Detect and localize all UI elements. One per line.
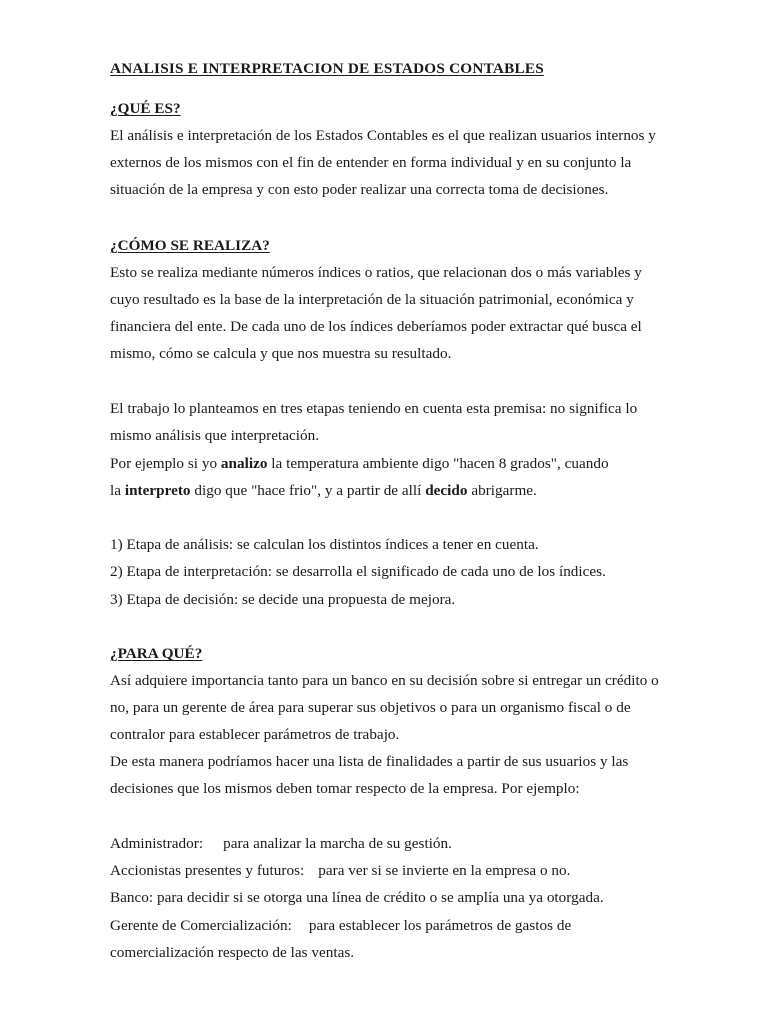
user-name: Accionistas presentes y futuros: bbox=[110, 862, 305, 879]
user-purpose: para establecer los parámetros de gastos de bbox=[308, 917, 572, 934]
user-item bbox=[110, 861, 570, 881]
paragraph-line: El trabajo lo planteamos en tres etapas teniendo en cuenta esta premisa: no significa lo bbox=[110, 400, 638, 417]
paragraph-line: externos de los mismos con el fin de entender en forma individual y en su conjunto la bbox=[110, 154, 632, 171]
paragraph-line: mismo, cómo se calcula y que nos muestra su resultado. bbox=[110, 345, 452, 362]
text-run: Por ejemplo si yo bbox=[110, 455, 221, 472]
heading-para-que: ¿PARA QUÉ? bbox=[110, 645, 203, 662]
bold-word-analizo: analizo bbox=[220, 455, 268, 472]
paragraph-line: decisiones que los mismos deben tomar respecto de la empresa. Por ejemplo: bbox=[110, 780, 580, 797]
user-name: Administrador: bbox=[110, 835, 204, 852]
paragraph-line: contralor para establecer parámetros de trabajo. bbox=[110, 726, 400, 743]
text-run: la temperatura ambiente digo "hacen 8 grados", cuando bbox=[267, 455, 609, 472]
user-purpose: para ver si se invierte en la empresa o no. bbox=[318, 862, 571, 879]
paragraph-line: mismo análisis que interpretación. bbox=[110, 427, 320, 444]
user-item bbox=[110, 888, 604, 908]
bold-word-interpreto: interpreto bbox=[124, 482, 191, 499]
paragraph-line: cuyo resultado es la base de la interpretación de la situación patrimonial, económica y bbox=[110, 291, 634, 308]
heading-que-es: ¿QUÉ ES? bbox=[110, 100, 181, 117]
paragraph-line: comercialización respecto de las ventas. bbox=[110, 944, 355, 961]
user-purpose: para analizar la marcha de su gestión. bbox=[223, 835, 452, 852]
paragraph-line: situación de la empresa y con esto poder realizar una correcta toma de decisiones. bbox=[110, 181, 609, 198]
user-item bbox=[110, 916, 571, 936]
paragraph-line: financiera del ente. De cada uno de los índices deberíamos poder extractar qué busca el bbox=[110, 318, 642, 335]
example-line-1 bbox=[110, 454, 609, 474]
text-run: digo que "hace frio", y a partir de allí bbox=[190, 482, 426, 499]
step-item: 1) Etapa de análisis: se calculan los distintos índices a tener en cuenta. bbox=[110, 536, 539, 553]
example-line-2 bbox=[110, 481, 537, 501]
paragraph-line: De esta manera podríamos hacer una lista de finalidades a partir de sus usuarios y las bbox=[110, 753, 629, 770]
user-name: Banco: para decidir si se otorga una línea de crédito o se amplía una ya otorgada. bbox=[110, 889, 604, 906]
user-item bbox=[110, 834, 452, 854]
bold-word-decido: decido bbox=[425, 482, 468, 499]
text-run: abrigarme. bbox=[467, 482, 537, 499]
text-run: la bbox=[110, 482, 125, 499]
paragraph-line: El análisis e interpretación de los Estados Contables es el que realizan usuarios internos y bbox=[110, 127, 656, 144]
paragraph-line: Así adquiere importancia tanto para un banco en su decisión sobre si entregar un crédito o bbox=[110, 672, 659, 689]
step-item: 3) Etapa de decisión: se decide una propuesta de mejora. bbox=[110, 591, 456, 608]
paragraph-line: no, para un gerente de área para superar sus objetivos o para un organismo fiscal o de bbox=[110, 699, 631, 716]
paragraph-line: Esto se realiza mediante números índices o ratios, que relacionan dos o más variables y bbox=[110, 264, 642, 281]
user-name: Gerente de Comercialización: bbox=[110, 917, 292, 934]
step-item: 2) Etapa de interpretación: se desarrolla el significado de cada uno de los índices. bbox=[110, 563, 606, 580]
heading-como-se-realiza: ¿CÓMO SE REALIZA? bbox=[110, 237, 270, 254]
document-title: ANALISIS E INTERPRETACION DE ESTADOS CONTABLES bbox=[110, 60, 544, 77]
